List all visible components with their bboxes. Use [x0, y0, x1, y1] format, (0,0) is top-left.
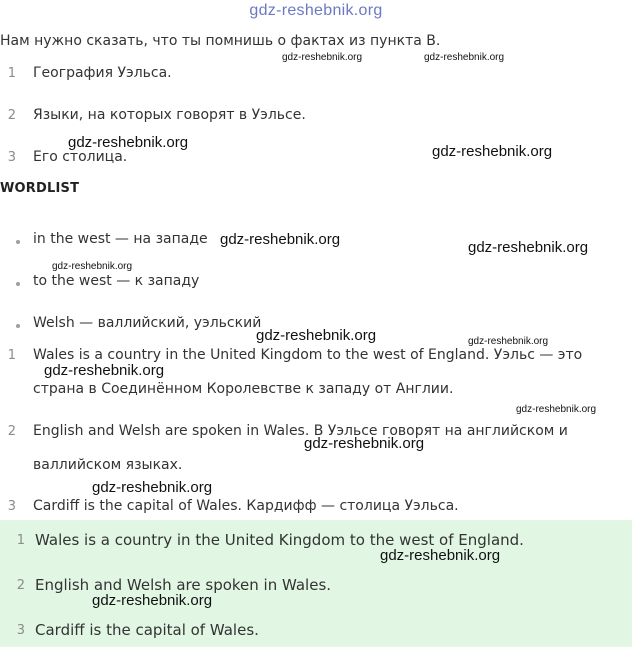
wordlist-item: to the west — к западу	[33, 273, 200, 289]
watermark: gdz-reshebnik.org	[516, 404, 597, 415]
wordlist-title: WORDLIST	[0, 181, 80, 196]
watermark: gdz-reshebnik.org	[432, 143, 553, 160]
translation-line: Wales is a country in the United Kingdom to the west of England. Уэльс — это	[33, 347, 583, 363]
translation-number: 1	[7, 348, 16, 363]
answer-text: Cardiff is the capital of Wales.	[35, 621, 259, 639]
bullet-icon	[16, 324, 20, 328]
answer-number: 3	[16, 623, 25, 638]
watermark: gdz-reshebnik.org	[68, 134, 189, 151]
watermark: gdz-reshebnik.org	[468, 336, 549, 347]
wordlist-item: in the west — на западе	[33, 231, 208, 247]
wordlist-item: Welsh — валлийский, уэльский	[33, 315, 262, 331]
watermark: gdz-reshebnik.org	[220, 231, 341, 248]
answer-text: Wales is a country in the United Kingdom to the west of England.	[35, 531, 524, 549]
watermark: gdz-reshebnik.org	[380, 547, 501, 564]
point-text: География Уэльса.	[33, 65, 172, 81]
answer-number: 1	[16, 533, 25, 548]
point-number: 2	[7, 108, 16, 123]
translation-line: Cardiff is the capital of Wales. Кардифф — столица Уэльса.	[33, 498, 459, 514]
header-watermark: gdz-reshebnik.org	[249, 2, 383, 19]
bullet-icon	[16, 282, 20, 286]
watermark: gdz-reshebnik.org	[92, 592, 213, 609]
translation-number: 3	[7, 499, 16, 514]
answer-text: English and Welsh are spoken in Wales.	[35, 576, 332, 594]
answer-number: 2	[16, 578, 25, 593]
watermark: gdz-reshebnik.org	[282, 52, 363, 63]
bullet-icon	[16, 240, 20, 244]
watermark: gdz-reshebnik.org	[468, 239, 589, 256]
watermark: gdz-reshebnik.org	[92, 479, 213, 496]
watermark: gdz-reshebnik.org	[304, 435, 425, 452]
intro-text: Нам нужно сказать, что ты помнишь о фактах из пункта В.	[0, 33, 441, 49]
translation-line: страна в Соединённом Королевстве к западу от Англии.	[33, 381, 454, 397]
point-number: 3	[7, 150, 16, 165]
translation-line: English and Welsh are spoken in Wales. В Уэльсе говорят на английском и	[33, 423, 568, 439]
point-text: Языки, на которых говорят в Уэльсе.	[33, 107, 306, 123]
translation-number: 2	[7, 424, 16, 439]
watermark: gdz-reshebnik.org	[256, 327, 377, 344]
watermark: gdz-reshebnik.org	[424, 52, 505, 63]
watermark: gdz-reshebnik.org	[52, 261, 133, 272]
point-number: 1	[7, 66, 16, 81]
point-text: Его столица.	[33, 149, 128, 165]
translation-line: валлийском языках.	[33, 457, 183, 473]
watermark: gdz-reshebnik.org	[44, 362, 165, 379]
